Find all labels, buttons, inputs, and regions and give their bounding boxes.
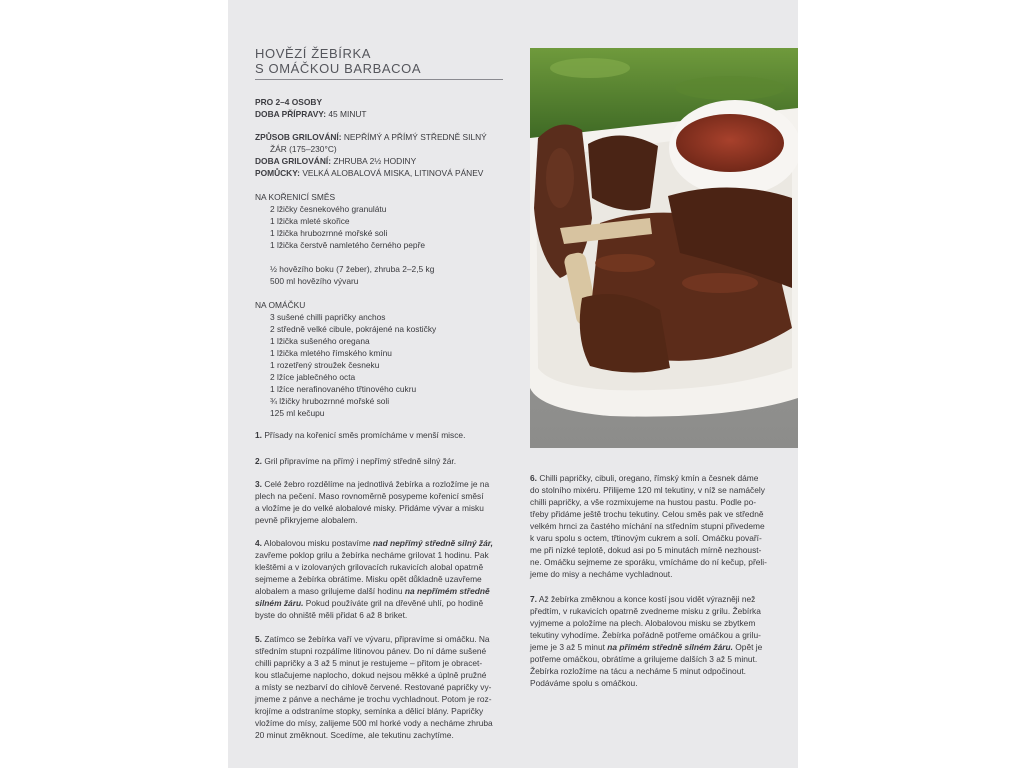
sauce-item: 3 sušené chilli papričky anchos [270,312,386,322]
title-divider [255,79,503,80]
step-7-line: Žebírka rozložíme na tácu a necháme 5 minut odpočinout. [530,666,747,676]
step-6-line [530,472,758,484]
spice-item: 1 lžička hrubozrnné mořské soli [270,228,388,238]
prep-time [255,108,367,120]
step-2-number: 2. [255,456,262,466]
step-7-line: vyjmeme a položíme na plech. Alobalovou misku se zbytkem [530,618,756,628]
prep-label: DOBA PŘÍPRAVY: [255,109,327,119]
step-4-emphasis: na nepřímém středně [404,586,490,596]
step-6-line: ne. Omáčku sejmeme ze sporáku, vmícháme do ní kečup, přeli- [530,557,767,567]
step-7-line: Podáváme spolu s omáčkou. [530,678,638,688]
step-5-line: 20 minut změknout. Scedíme, ale tekutinu zachytíme. [255,730,454,740]
step-4-line [255,537,493,549]
step-7-number: 7. [530,594,537,604]
spice-item: 1 lžička čerstvě namletého černého pepře [270,240,426,250]
step-2 [255,455,456,467]
step-7-line: předtím, v rukavicích opatrně zvedneme misku z grilu. Žebírka [530,606,761,616]
step-7-line [530,641,762,653]
main-ingredient: ½ hovězího boku (7 žeber), zhruba 2–2,5 kg [270,264,435,274]
step-6-text: Chilli papričky, cibuli, oregano, římský kmín a česnek dáme [539,473,759,483]
step-6-line: do stolního mixéru. Přilijeme 120 ml tekutiny, v níž se namáčely [530,485,765,495]
step-5-number: 5. [255,634,262,644]
step-1 [255,429,465,441]
method-label: ZPŮSOB GRILOVÁNÍ: [255,132,342,142]
tools-label: POMŮCKY: [255,168,300,178]
sauce-item: 1 rozetřený stroužek česneku [270,360,380,370]
step-6-line: třeby přidáme ještě trochu tekutiny. Celou směs pak ve středně [530,509,764,519]
step-4-line [255,597,483,609]
step-7-line [530,593,755,605]
method-value: NEPŘÍMÝ A PŘÍMÝ STŘEDNĚ SILNÝ [343,132,487,142]
step-7-line: tekutiny vyhodíme. Žebírka pořádně potřeme omáčkou a grilu- [530,630,761,640]
step-5-line: chilli papričky a 3 až 5 minut je restujeme – přitom je obracet- [255,658,483,668]
spice-item: 1 lžička mleté skořice [270,216,350,226]
tools [255,167,483,179]
step-4-number: 4. [255,538,262,548]
grill-method [255,131,487,143]
step-3-line [255,478,489,490]
step-6-line: velkém hrnci za častého míchání na středním stupni přivedeme [530,521,765,531]
step-4-line [255,585,490,597]
grilltime-label: DOBA GRILOVÁNÍ: [255,156,331,166]
step-4-text: alobalem a maso grilujeme další hodinu [255,586,405,596]
step-2-text: Gril připravíme na přímý i nepřímý středně silný žár. [264,456,457,466]
step-1-text: Přísady na kořenicí směs promícháme v menší misce. [264,430,466,440]
sauce-item: 2 lžíce jablečného octa [270,372,356,382]
step-5-line: a místy se nezbarví do cihlově červené. Restované papričky vy- [255,682,492,692]
step-4-line: kleštěmi a v izolovaných grilovacích rukavicích alobal opatrně [255,562,484,572]
step-4-line: zavřeme poklop grilu a žebírka necháme grilovat 1 hodinu. Pak [255,550,489,560]
step-6-number: 6. [530,473,537,483]
title-line-2: S OMÁČKOU BARBACOA [255,61,422,76]
step-4-emphasis: nad nepřímý středně silný žár, [372,538,493,548]
sauce-item: ¾ lžičky hrubozrnné mořské soli [270,396,390,406]
recipe-title [255,46,421,76]
prep-value: 45 MINUT [328,109,367,119]
grilltime-value: ZHRUBA 2½ HODINY [333,156,417,166]
step-7-text: Opět je [732,642,763,652]
tools-value: VELKÁ ALOBALOVÁ MISKA, LITINOVÁ PÁNEV [302,168,484,178]
step-5-line: kou stlačujeme naplocho, dokud nejsou měkké a úplně pružné [255,670,487,680]
spice-item: 2 lžičky česnekového granulátu [270,204,387,214]
step-5-line [255,633,490,645]
title-line-1: HOVĚZÍ ŽEBÍRKA [255,46,372,61]
ribs-photo [530,48,798,448]
step-4-text: Alobalovou misku postavíme [263,538,373,548]
sauce-heading: NA OMÁČKU [255,300,306,310]
step-4-line: byste do ohniště měli přidat 6 až 8 briket. [255,610,408,620]
cookbook-page [228,0,798,768]
step-4-text: Pokud používáte gril na dřevěné uhlí, po hodině [303,598,484,608]
step-4-emphasis: silném žáru. [255,598,304,608]
step-3-line: pevně přikryjeme alobalem. [255,515,358,525]
step-6-line: me při nízké teplotě, dokud asi po 5 minutách mírně nezhoust- [530,545,762,555]
sauce-item: 1 lžička mletého římského kmínu [270,348,392,358]
sauce-item: 125 ml kečupu [270,408,325,418]
grill-method-cont: ŽÁR (175–230°C) [270,144,337,154]
step-5-line: vložíme do mísy, zalijeme 500 ml horké vody a necháme zhruba [255,718,493,728]
step-5-text: Zatímco se žebírka vaří ve vývaru, připravíme si omáčku. Na [264,634,490,644]
step-7-line: potřeme omáčkou, obrátíme a grilujeme dalších 3 až 5 minut. [530,654,758,664]
step-3-text: Celé žebro rozdělíme na jednotlivá žebírka a rozložíme je na [264,479,490,489]
spice-heading: NA KOŘENICÍ SMĚS [255,192,336,202]
step-6-line: chilli papričky, a vše rozmixujeme na hustou pastu. Podle po- [530,497,757,507]
step-3-number: 3. [255,479,262,489]
step-7-text: jeme je 3 až 5 minut [530,642,608,652]
step-3-line: plech na pečení. Maso rovnoměrně posypeme kořenicí směsí [255,491,484,501]
step-3-line: a vložíme je do velké alobalové misky. Přidáme vývar a misku [255,503,484,513]
step-7-emphasis: na přímém středně silném žáru. [607,642,733,652]
step-4-line: sejmeme a žebírka obrátíme. Misku opět důkladně uzavřeme [255,574,482,584]
sauce-item: 1 lžíce nerafinovaného třtinového cukru [270,384,417,394]
step-5-line: jmeme z pánve a necháme je trochu vychladnout. Potom je roz- [255,694,492,704]
sauce-item: 1 lžička sušeného oregana [270,336,370,346]
servings: PRO 2–4 OSOBY [255,97,323,107]
sauce-item: 2 středně velké cibule, pokrájené na kostičky [270,324,437,334]
main-ingredient: 500 ml hovězího vývaru [270,276,359,286]
step-7-text: Až žebírka změknou a konce kostí jsou vidět výrazněji než [538,594,756,604]
step-6-line: k varu spolu s octem, třtinovým cukrem a solí. Omáčku povaří- [530,533,762,543]
step-5-line: krojíme a odstraníme stopky, semínka a dělicí blány. Papričky [255,706,484,716]
step-5-line: středním stupni rozpálíme litinovou pánev. Do ní dáme sušené [255,646,487,656]
grill-time [255,155,416,167]
step-6-line: jeme do misy a necháme vychladnout. [530,569,673,579]
step-1-number: 1. [255,430,262,440]
